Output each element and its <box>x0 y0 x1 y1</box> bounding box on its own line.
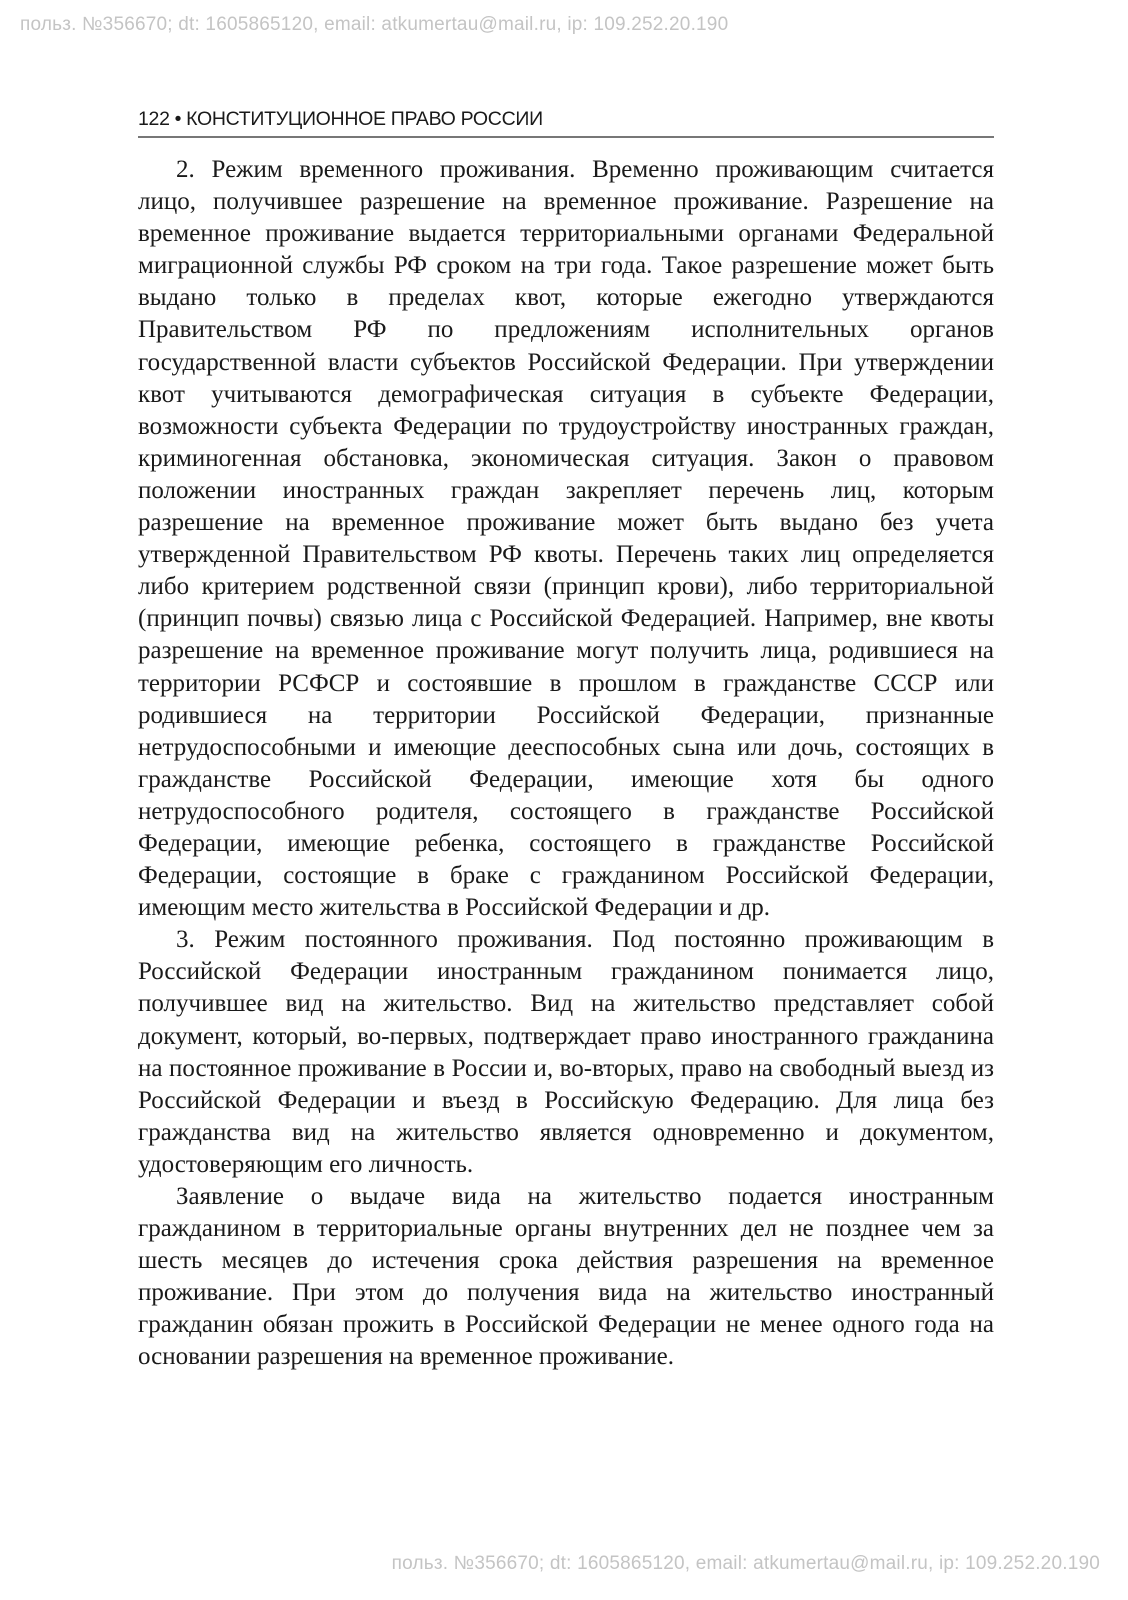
paragraph-permanent-residence: 3. Режим постоянного проживания. Под постоянно проживающим в Российской Федерации иностранным гражданином понимается лицо, получившее вид на жительство. Вид на жительство представляет собой документ, который, во-первых, подтверждает право иностранного гражданина на постоянное проживание в России и, во-вторых, право на свободный выезд из Российской Федерации и въезд в Российскую Федерацию. Для лица без гражданства вид на жительство является одновременно и документом, удостоверяющим его личность. <box>138 926 994 1178</box>
body-text <box>138 154 994 1374</box>
paragraph-residence-permit-application: Заявление о выдаче вида на жительство подается иностранным гражданином в территориальные органы внутренних дел не позднее чем за шесть месяцев до истечения срока действия разрешения на временное проживание. При этом до получения вида на жительство иностранный гражданин обязан прожить в Российской Федерации не менее одного года на основании разрешения на временное проживание. <box>138 1183 994 1371</box>
book-title: КОНСТИТУЦИОННОЕ ПРАВО РОССИИ <box>186 108 543 130</box>
running-head <box>138 108 994 131</box>
page-number: 122 <box>138 108 170 130</box>
watermark-bottom: польз. №356670; dt: 1605865120, email: atkumertau@mail.ru, ip: 109.252.20.190 <box>391 1553 1100 1574</box>
paragraph-temporary-residence: 2. Режим временного проживания. Временно проживающим считается лицо, получившее разрешение на временное проживание. Разрешение на временное проживание выдается территориальными органами Федеральной миграционной службы РФ сроком на три года. Такое разрешение может быть выдано только в пределах квот, которые ежегодно утверждаются Правительством РФ по предложениям исполнительных органов государственной власти субъектов Российской Федерации. При утверждении квот учитываются демографическая ситуация в субъекте Федерации, возможности субъекта Федерации по трудоустройству иностранных граждан, криминогенная обстановка, экономическая ситуация. Закон о правовом положении иностранных граждан закрепляет перечень лиц, которым разрешение на временное проживание может быть выдано без учета утвержденной Правительством РФ квоты. Перечень таких лиц определяется либо критерием родственной связи (принцип крови), либо территориальной (принцип почвы) связью лица с Российской Федерацией. Например, вне квоты разрешение на временное проживание могут получить лица, родившиеся на территории РСФСР и состоявшие в прошлом в гражданстве СССР или родившиеся на территории Российской Федерации, признанные нетрудоспособными и имеющие дееспособных сына или дочь, состоящих в гражданстве Российской Федерации, имеющие хотя бы одного нетрудоспособного родителя, состоящего в гражданстве Российской Федерации, имеющие ребенка, состоящего в гражданстве Российской Федерации, состоящие в браке с гражданином Российской Федерации, имеющим место жительства в Российской Федерации и др. <box>138 156 994 922</box>
watermark-top: польз. №356670; dt: 1605865120, email: atkumertau@mail.ru, ip: 109.252.20.190 <box>20 14 729 35</box>
header-bullet: • <box>174 108 182 130</box>
header-rule <box>138 136 994 138</box>
